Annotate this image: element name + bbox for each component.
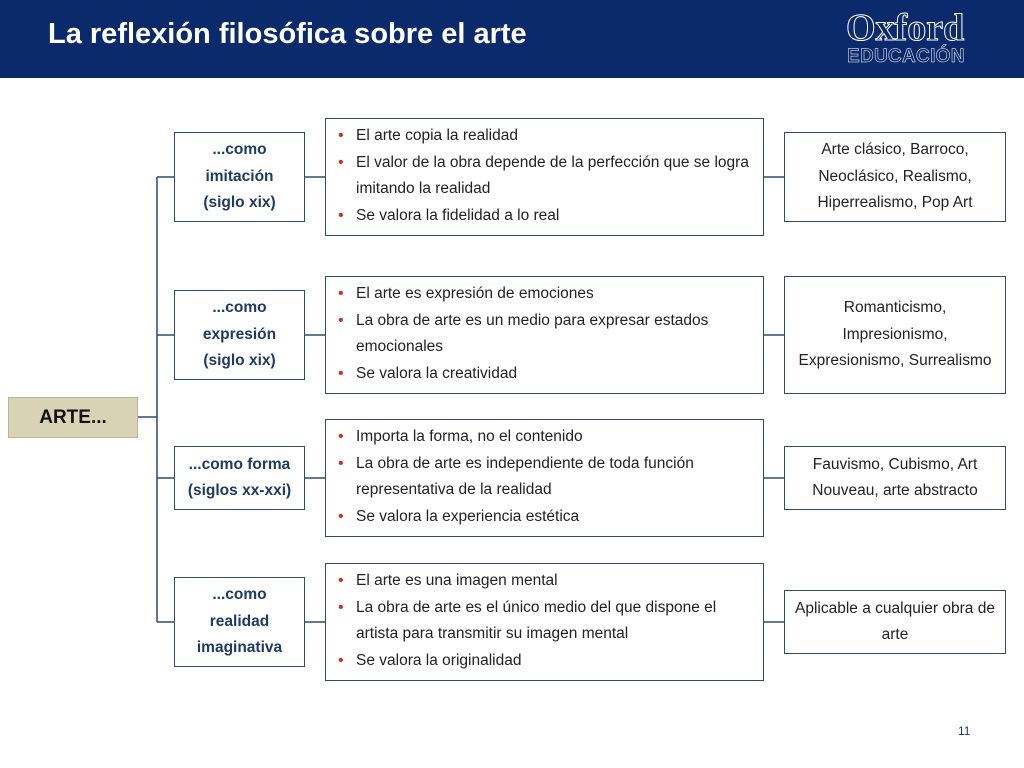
description-point: • Se valora la originalidad bbox=[336, 648, 755, 675]
category-expresion bbox=[174, 290, 305, 380]
category-line: ...como bbox=[212, 299, 267, 317]
logo-subtitle: EDUCACIÓN bbox=[847, 46, 965, 67]
category-line: imitación bbox=[205, 167, 274, 185]
description-point: • Importa la forma, no el contenido bbox=[336, 424, 755, 451]
category-line: ...como forma bbox=[188, 455, 291, 473]
description-point: • Se valora la experiencia estética bbox=[336, 504, 755, 531]
category-line: expresión bbox=[202, 325, 277, 343]
description-realidad-imaginativa bbox=[325, 563, 764, 681]
examples-expresion bbox=[784, 276, 1006, 394]
examples-forma bbox=[784, 446, 1006, 510]
root-node: ARTE... bbox=[8, 397, 138, 438]
page-title: La reflexión filosófica sobre el arte bbox=[48, 18, 527, 50]
description-point: • El arte copia la realidad bbox=[336, 123, 755, 150]
description-point: • La obra de arte es un medio para expresar estados emocionales bbox=[336, 308, 755, 361]
category-line: (siglos xx-xxi) bbox=[187, 482, 292, 499]
description-point: • El arte es expresión de emociones bbox=[336, 281, 755, 308]
category-forma bbox=[174, 446, 305, 510]
category-line: realidad bbox=[209, 612, 270, 630]
examples-imitacion bbox=[784, 132, 1006, 222]
description-point: • Se valora la fidelidad a lo real bbox=[336, 203, 755, 230]
description-point: • La obra de arte es el único medio del que dispone el artista para transmitir su imagen mental bbox=[336, 595, 755, 648]
description-forma bbox=[325, 419, 764, 537]
category-line: imaginativa bbox=[196, 639, 283, 657]
logo-brand: Oxford bbox=[846, 7, 965, 49]
category-line: ...como bbox=[212, 141, 267, 159]
description-point: • El arte es una imagen mental bbox=[336, 568, 755, 595]
description-imitacion bbox=[325, 118, 764, 236]
category-realidad-imaginativa bbox=[174, 577, 305, 667]
description-point: • Se valora la creatividad bbox=[336, 361, 755, 388]
description-expresion bbox=[325, 276, 764, 394]
page-number: 11 bbox=[958, 724, 971, 738]
examples-text: Aplicable a cualquier obra de arte bbox=[795, 599, 995, 643]
examples-realidad-imaginativa bbox=[784, 590, 1006, 654]
examples-text: Arte clásico, Barroco, Neoclásico, Realismo, Hiperrealismo, Pop Art bbox=[817, 141, 973, 212]
description-point: • La obra de arte es independiente de toda función representativa de la realidad bbox=[336, 451, 755, 504]
category-imitacion bbox=[174, 132, 305, 222]
category-line: (siglo xix) bbox=[203, 352, 276, 370]
category-line: (siglo xix) bbox=[203, 194, 276, 212]
description-point: • El valor de la obra depende de la perfección que se logra imitando la realidad bbox=[336, 150, 755, 203]
category-line: ...como bbox=[212, 586, 267, 604]
examples-text: Romanticismo, Impresionismo, Expresionismo, Surrealismo bbox=[798, 299, 992, 370]
examples-text: Fauvismo, Cubismo, Art Nouveau, arte abstracto bbox=[812, 455, 978, 499]
